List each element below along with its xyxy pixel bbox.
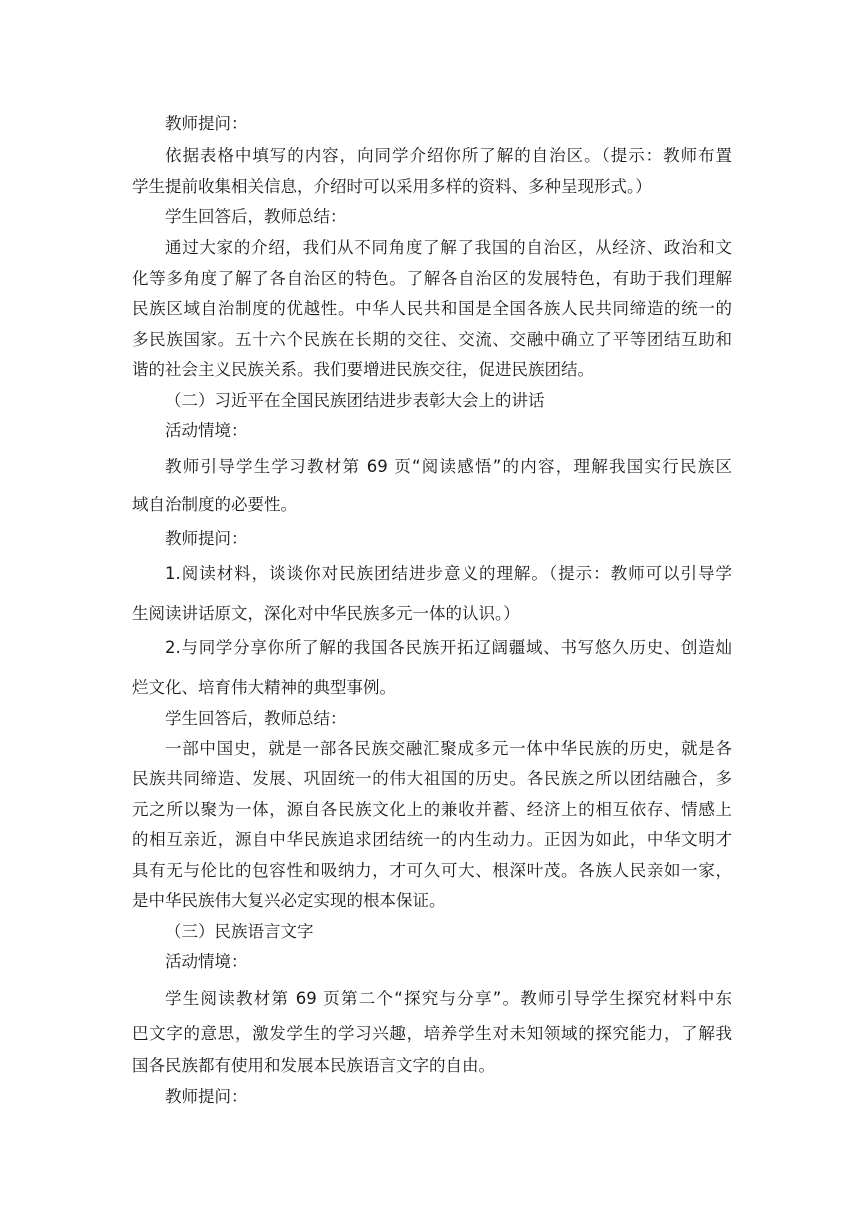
line-summary-1e: 谐的社会主义民族关系。我们要增进民族交往，促进民族团结。 bbox=[132, 360, 594, 379]
section-heading-2: （二）习近平在全国民族团结进步表彰大会上的讲话 bbox=[165, 391, 545, 410]
line-activity-3c: 国各民族都有使用和发展本民族语言文字的自由。 bbox=[132, 1056, 495, 1075]
line-student-answer-2: 学生回答后，教师总结： bbox=[165, 709, 347, 728]
line-activity-2b: 域自治制度的必要性。 bbox=[132, 495, 297, 514]
line-summary-2d: 的相互亲近，源自中华民族追求团结统一的内生动力。正因为如此，中华文明才 bbox=[132, 830, 732, 849]
line-teacher-question-2: 教师提问： bbox=[165, 529, 248, 548]
line-summary-2e: 具有无与伦比的包容性和吸纳力，才可久可大、根深叶茂。各族人民亲如一家， bbox=[132, 861, 732, 880]
line-summary-2b: 民族共同缔造、发展、巩固统一的伟大祖国的历史。各民族之所以团结融合，多 bbox=[132, 769, 732, 788]
line-paragraph-1a: 依据表格中填写的内容，向同学介绍你所了解的自治区。（提示：教师布置 bbox=[165, 146, 732, 165]
section-heading-3: （三）民族语言文字 bbox=[165, 922, 314, 941]
line-summary-1c: 民族区域自治制度的优越性。中华人民共和国是全国各族人民共同缔造的统一的 bbox=[132, 299, 732, 318]
line-summary-2a: 一部中国史，就是一部各民族交融汇聚成多元一体中华民族的历史，就是各 bbox=[165, 739, 732, 758]
line-activity-context-3: 活动情境： bbox=[165, 952, 248, 971]
line-teacher-question-3: 教师提问： bbox=[165, 1087, 248, 1106]
line-activity-3a: 学生阅读教材第 69 页第二个“探究与分享”。教师引导学生探究材料中东 bbox=[165, 989, 732, 1008]
line-student-answer-1: 学生回答后，教师总结： bbox=[165, 207, 347, 226]
line-question-1a: 1.阅读材料，谈谈你对民族团结进步意义的理解。（提示：教师可以引导学 bbox=[165, 564, 732, 583]
line-question-2b: 烂文化、培育伟大精神的典型事例。 bbox=[132, 678, 396, 697]
line-paragraph-1b: 学生提前收集相关信息，介绍时可以采用多样的资料、多种呈现形式。） bbox=[132, 177, 652, 196]
line-teacher-question-1: 教师提问： bbox=[165, 114, 248, 133]
line-question-1b: 生阅读讲话原文，深化对中华民族多元一体的认识。） bbox=[132, 604, 520, 623]
line-activity-2a: 教师引导学生学习教材第 69 页“阅读感悟”的内容，理解我国实行民族区 bbox=[165, 457, 732, 476]
line-summary-2c: 元之所以聚为一体，源自各民族文化上的兼收并蓄、经济上的相互依存、情感上 bbox=[132, 800, 732, 819]
line-summary-1b: 化等多角度了解了各自治区的特色。了解各自治区的发展特色，有助于我们理解 bbox=[132, 269, 732, 288]
line-question-2a: 2.与同学分享你所了解的我国各民族开拓辽阔疆域、书写悠久历史、创造灿 bbox=[165, 638, 732, 657]
line-activity-context-2: 活动情境： bbox=[165, 421, 248, 440]
line-summary-1d: 多民族国家。五十六个民族在长期的交往、交流、交融中确立了平等团结互助和 bbox=[132, 330, 732, 349]
line-summary-1a: 通过大家的介绍，我们从不同角度了解了我国的自治区，从经济、政治和文 bbox=[165, 238, 732, 257]
line-activity-3b: 巴文字的意思，激发学生的学习兴趣，培养学生对未知领域的探究能力，了解我 bbox=[132, 1024, 732, 1043]
line-summary-2f: 是中华民族伟大复兴必定实现的根本保证。 bbox=[132, 891, 446, 910]
